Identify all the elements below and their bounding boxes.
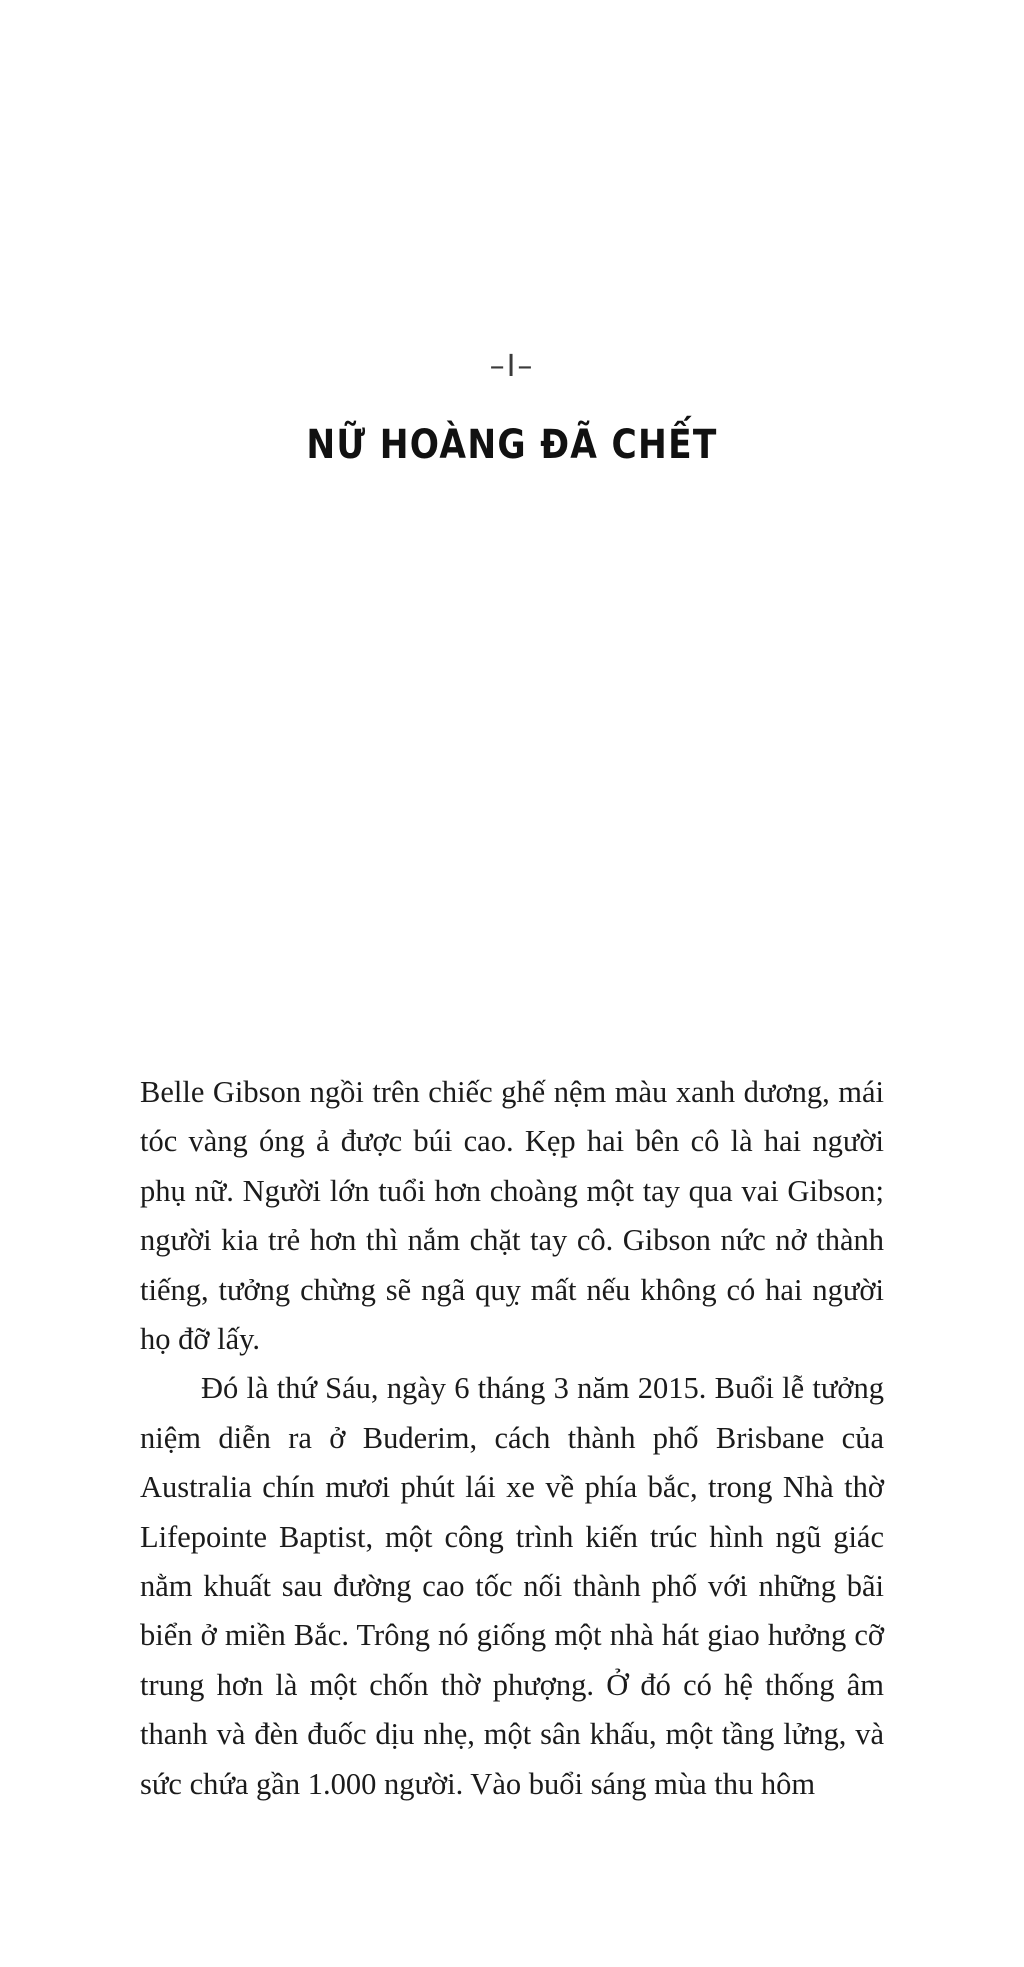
body-text	[0, 1068, 1024, 1809]
chapter-header	[0, 349, 1024, 468]
chapter-title: NỮ HOÀNG ĐÃ CHẾT	[306, 422, 718, 468]
chapter-number-ornament: –I–	[489, 349, 535, 384]
paragraph: Đó là thứ Sáu, ngày 6 tháng 3 năm 2015. Buổi lễ tưởng niệm diễn ra ở Buderim, cách thành phố Brisbane của Australia chín mươi phút lái xe về phía bắc, trong Nhà thờ Lifepointe Baptist, một công trình kiến trúc hình ngũ giác nằm khuất sau đường cao tốc nối thành phố với những bãi biển ở miền Bắc. Trông nó giống một nhà hát giao hưởng cỡ trung hơn là một chốn thờ phượng. Ở đó có hệ thống âm thanh và đèn đuốc dịu nhẹ, một sân khấu, một tầng lửng, và sức chứa gần 1.000 người. Vào buổi sáng mùa thu hôm	[140, 1371, 884, 1801]
book-page	[0, 349, 1024, 1967]
paragraph: Belle Gibson ngồi trên chiếc ghế nệm màu xanh dương, mái tóc vàng óng ả được búi cao. Kẹp hai bên cô là hai người phụ nữ. Người lớn tuổi hơn choàng một tay qua vai Gibson; người kia trẻ hơn thì nắm chặt tay cô. Gibson nức nở thành tiếng, tưởng chừng sẽ ngã quỵ mất nếu không có hai người họ đỡ lấy.	[140, 1075, 884, 1357]
